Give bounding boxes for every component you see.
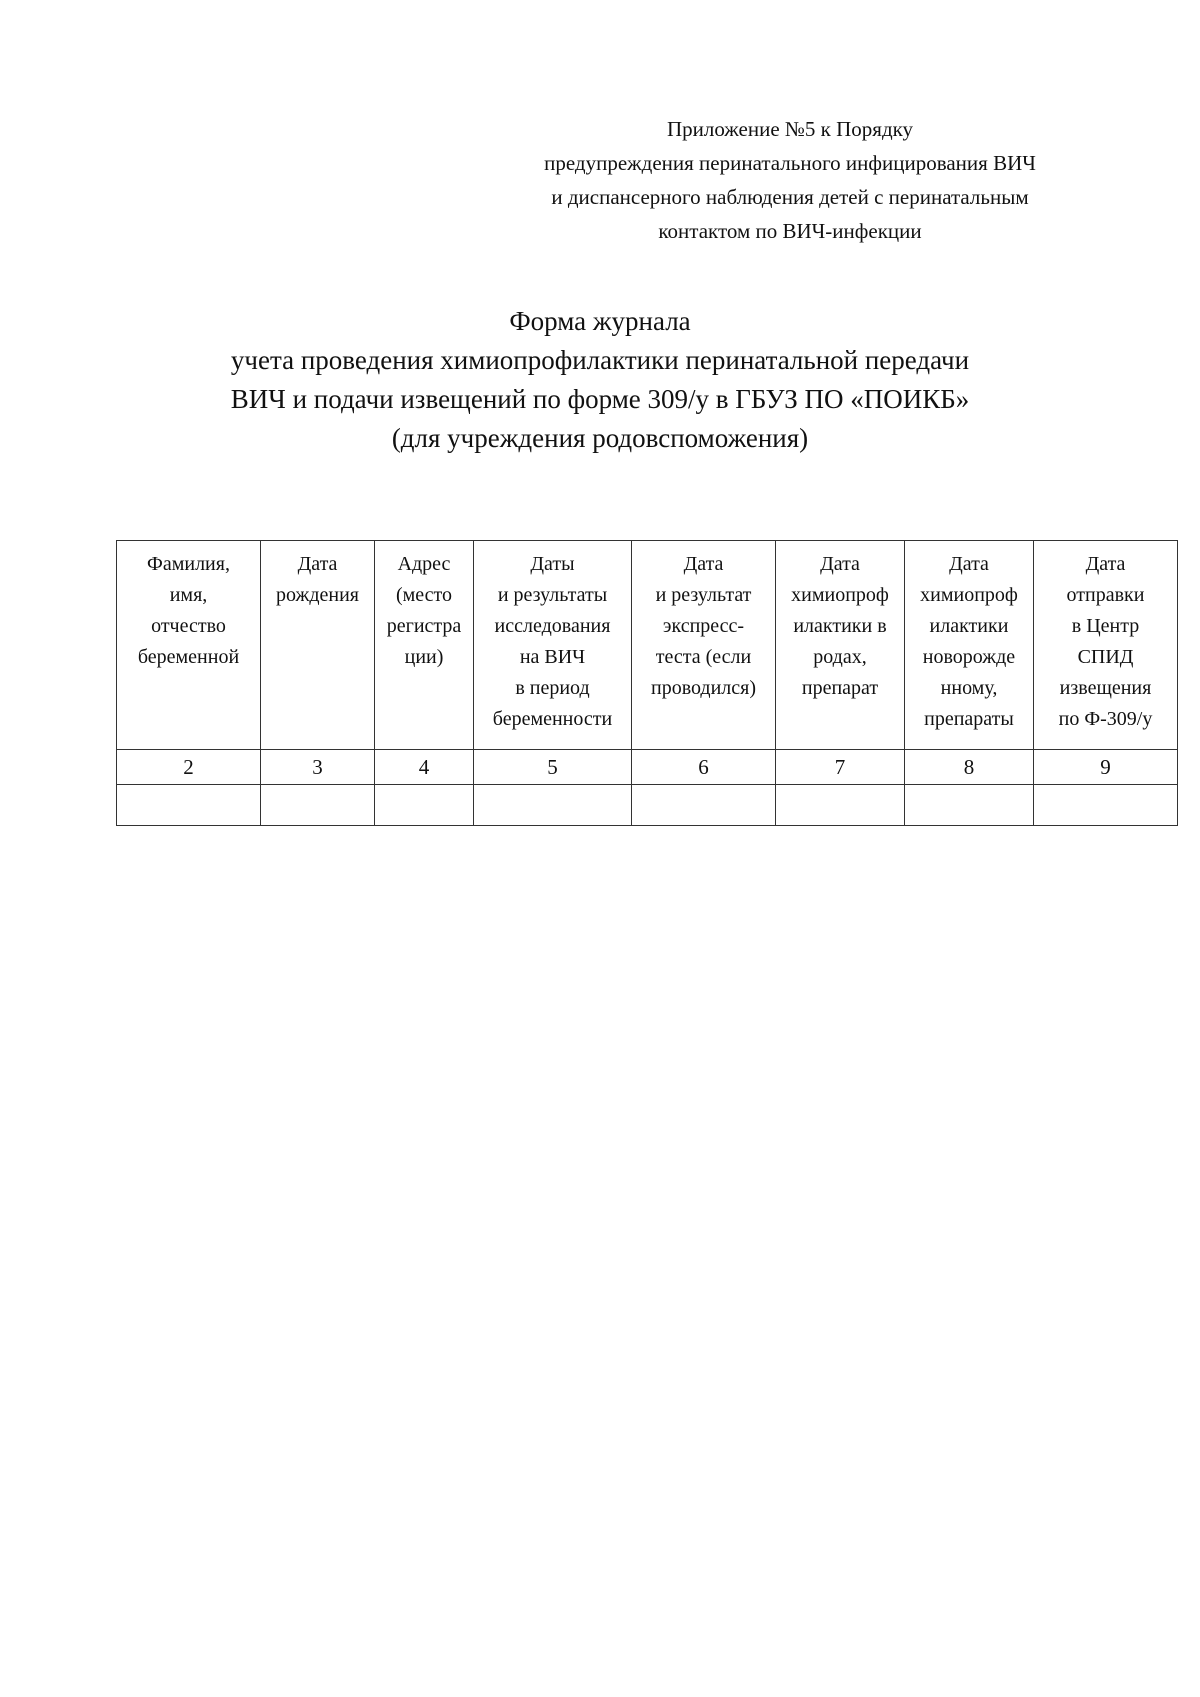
- header-text: Адрес (место регистра ции): [386, 553, 462, 668]
- column-number: 9: [1034, 750, 1178, 785]
- column-number: 2: [117, 750, 261, 785]
- appendix-line: Приложение №5 к Порядку: [666, 117, 914, 141]
- header-text: Фамилия, имя, отчество беременной: [137, 553, 240, 668]
- header-cell: [261, 541, 375, 750]
- column-number: 8: [905, 750, 1034, 785]
- empty-cell: [261, 785, 375, 826]
- header-cell: [776, 541, 905, 750]
- document-title: [150, 302, 1050, 458]
- header-text: Дата химиопроф илактики в родах, препарат: [791, 553, 889, 699]
- empty-cell: [905, 785, 1034, 826]
- empty-cell: [117, 785, 261, 826]
- header-cell: [117, 541, 261, 750]
- title-line: ВИЧ и подачи извещений по форме 309/у в ГБУЗ ПО «ПОИКБ»: [230, 384, 970, 414]
- column-number: 6: [632, 750, 776, 785]
- empty-cell: [776, 785, 905, 826]
- header-cell: [474, 541, 632, 750]
- title-line: учета проведения химиопрофилактики перинатальной передачи: [230, 345, 970, 375]
- column-number: 5: [474, 750, 632, 785]
- header-text: Дата отправки в Центр СПИД извещения по Ф-309/у: [1058, 553, 1153, 730]
- empty-cell: [1034, 785, 1178, 826]
- header-text: Даты и результаты исследования на ВИЧ в период беременности: [492, 553, 613, 730]
- empty-cell: [632, 785, 776, 826]
- header-cell: [905, 541, 1034, 750]
- appendix-line: и диспансерного наблюдения детей с перинатальным: [551, 185, 1029, 209]
- appendix-block: [490, 112, 1090, 248]
- header-text: Дата и результат экспресс- теста (если проводился): [650, 553, 757, 699]
- header-text: Дата рождения: [276, 553, 359, 606]
- header-text: Дата химиопроф илактики новорожде нному, препараты: [920, 553, 1018, 730]
- table-number-row: [117, 750, 1178, 785]
- column-number: 3: [261, 750, 375, 785]
- column-number: 4: [375, 750, 474, 785]
- table-empty-row: [117, 785, 1178, 826]
- journal-table: [116, 540, 1178, 826]
- header-cell: [632, 541, 776, 750]
- title-line: (для учреждения родовспоможения): [391, 423, 809, 453]
- appendix-line: контактом по ВИЧ-инфекции: [658, 219, 922, 243]
- empty-cell: [474, 785, 632, 826]
- header-cell: [375, 541, 474, 750]
- title-line: Форма журнала: [509, 306, 691, 336]
- column-number: 7: [776, 750, 905, 785]
- empty-cell: [375, 785, 474, 826]
- header-cell: [1034, 541, 1178, 750]
- appendix-line: предупреждения перинатального инфицирования ВИЧ: [544, 151, 1036, 175]
- table-header-row: [117, 541, 1178, 750]
